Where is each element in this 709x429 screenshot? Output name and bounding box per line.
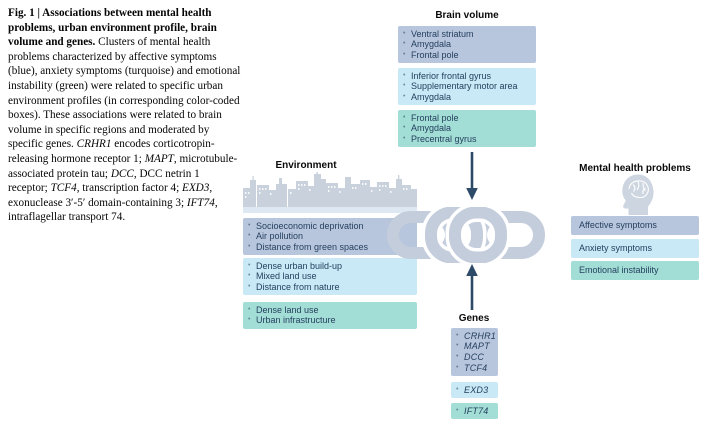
list-item: • Distance from green spaces (247, 242, 413, 253)
genes-box-instability (451, 403, 498, 419)
list-item: • Amygdala (402, 92, 532, 103)
list-item: • Frontal pole (402, 50, 532, 61)
head-profile-brain-icon (617, 173, 657, 215)
figure-caption: Fig. 1 | Associations between mental health problems, urban environment profile, brain volume and genes. Clusters of mental health problems characterized by affective symptoms (blue), anxiety symptoms (turquoise) and emotional instability (green) were related to specific urban environment profiles (in corresponding color-coded boxes). These associations were related to brain volume in specific regions and moderated by specific genes. CRHR1 encodes corticotropin-releasing hormone receptor 1; MAPT, microtubule-associated protein tau; DCC, DCC netrin 1 receptor; TCF4, transcription factor 4; EXD3, exonuclease 3′-5′ domain-containing 3; IFT74, intraflagellar transport 74. (8, 7, 241, 224)
list-item: • Supplementary motor area (402, 81, 532, 92)
genes-box-anxiety (451, 382, 498, 398)
list-item: • Amygdala (402, 123, 532, 134)
list-item: • Distance from nature (247, 282, 413, 293)
up-arrow-icon (465, 264, 479, 310)
mental-health-title: Mental health problems (579, 163, 691, 174)
list-item: • Amygdala (402, 39, 532, 50)
list-item: • EXD3 (455, 385, 494, 396)
mental-health-box-instability: Emotional instability (571, 261, 699, 280)
genes-box-affective (451, 328, 498, 376)
brain-volume-box-anxiety (398, 68, 536, 105)
mental-health-box-affective: Affective symptoms (571, 216, 699, 235)
list-item: • MAPT (455, 341, 494, 352)
list-item: • Precentral gyrus (402, 134, 532, 145)
list-item: • Ventral striatum (402, 29, 532, 40)
list-item: • Socioeconomic deprivation (247, 221, 413, 232)
list-item: • IFT74 (455, 406, 494, 417)
list-item: • TCF4 (455, 363, 494, 374)
list-item: • Urban infrastructure (247, 315, 413, 326)
down-arrow-icon (465, 152, 479, 200)
list-item: • CRHR1 (455, 331, 494, 342)
list-item: • DCC (455, 352, 494, 363)
list-item: • Inferior frontal gyrus (402, 71, 532, 82)
environment-title: Environment (275, 160, 337, 171)
list-item: • Dense urban build-up (247, 261, 413, 272)
list-item: • Air pollution (247, 231, 413, 242)
list-item: • Dense land use (247, 305, 413, 316)
list-item: • Frontal pole (402, 113, 532, 124)
genes-title: Genes (458, 313, 490, 324)
environment-box-anxiety (243, 258, 417, 295)
brain-volume-box-instability (398, 110, 536, 147)
list-item: • Mixed land use (247, 271, 413, 282)
chain-links-icon (387, 207, 545, 263)
environment-box-instability (243, 302, 417, 329)
brain-volume-box-affective (398, 26, 536, 63)
brain-volume-title: Brain volume (435, 10, 499, 21)
mental-health-box-anxiety: Anxiety symptoms (571, 239, 699, 258)
